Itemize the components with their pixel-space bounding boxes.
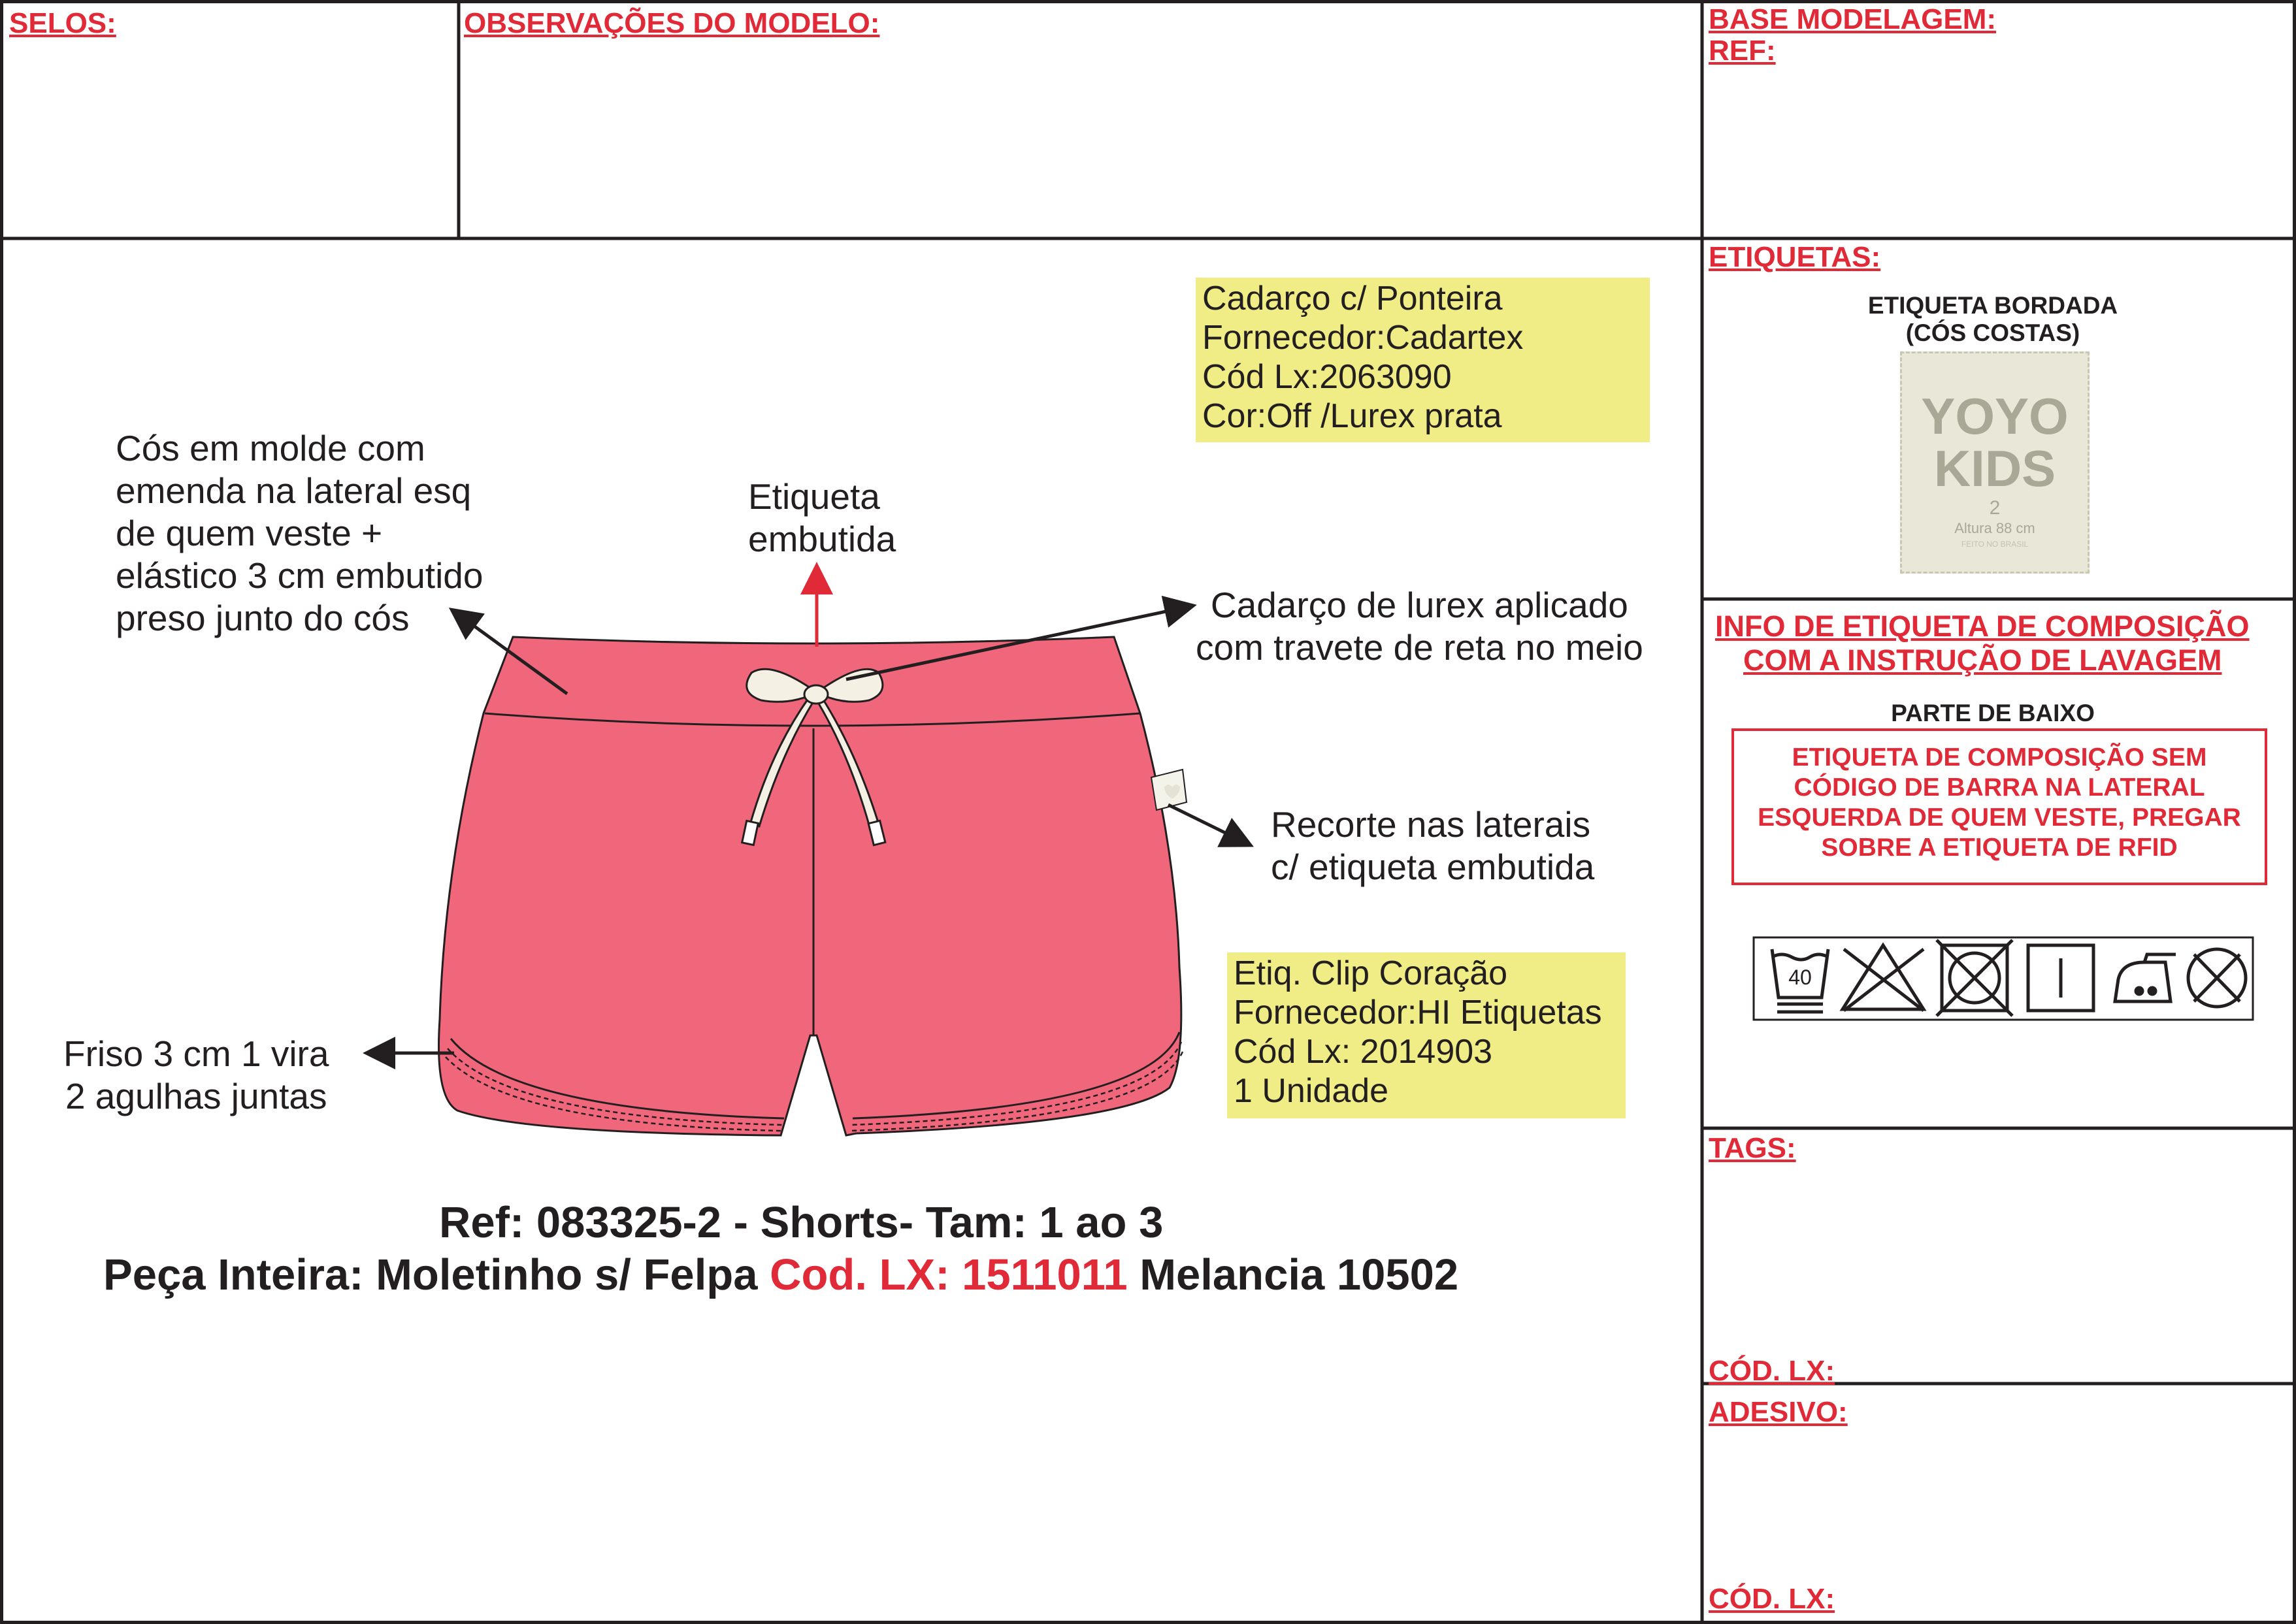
ref-header: REF: — [1709, 35, 1776, 67]
label-title-1: ETIQUETA BORDADA — [1867, 292, 2118, 319]
fabric-code: Cod. LX: 1511011 — [770, 1250, 1128, 1299]
woven-label-height: Altura 88 cm — [1954, 520, 2035, 536]
info-composicao-header-2: COM A INSTRUÇÃO DE LAVAGEM — [1743, 643, 2222, 677]
parte-de-baixo-label: PARTE DE BAIXO — [1891, 700, 2095, 726]
cadarco-lurex-line-1: Cadarço de lurex aplicado — [1210, 585, 1628, 625]
tags-header: TAGS: — [1709, 1132, 1796, 1164]
composition-instruction-box — [1731, 728, 2267, 885]
cadarco-lurex-line-2: com travete de reta no meio — [1196, 627, 1643, 668]
clip-line-4: 1 Unidade — [1234, 1072, 1389, 1110]
label-title-2: (CÓS COSTAS) — [1905, 319, 2080, 346]
product-fabric-title — [103, 1250, 1458, 1300]
etiquetas-header: ETIQUETAS: — [1709, 241, 1881, 273]
etiqueta-line-1: Etiqueta — [748, 476, 880, 517]
friso-line-1: Friso 3 cm 1 vira — [63, 1033, 329, 1074]
clip-line-1: Etiq. Clip Coração — [1234, 954, 1508, 992]
woven-label-image — [1900, 351, 2090, 574]
clip-line-2: Fornecedor:HI Etiquetas — [1234, 994, 1602, 1031]
product-reference-title: Ref: 083325-2 - Shorts- Tam: 1 ao 3 — [439, 1198, 1164, 1247]
info-composicao-header-1: INFO DE ETIQUETA DE COMPOSIÇÃO — [1715, 609, 2250, 643]
friso-line-2: 2 agulhas juntas — [65, 1076, 327, 1116]
etiqueta-line-2: embutida — [748, 519, 896, 559]
fabric-color: Melancia 10502 — [1127, 1250, 1459, 1299]
cos-line-3: de quem veste + — [116, 513, 383, 553]
cadarco-line-2: Fornecedor:Cadartex — [1202, 319, 1524, 357]
composition-line-2: CÓDIGO DE BARRA NA LATERAL — [1794, 773, 2205, 802]
cadarco-line-1: Cadarço c/ Ponteira — [1202, 280, 1503, 317]
composition-line-3: ESQUERDA DE QUEM VESTE, PREGAR — [1758, 804, 2241, 832]
woven-label-made-in: FEITO NO BRASIL — [1961, 540, 2029, 549]
base-modelagem-header: BASE MODELAGEM: — [1709, 3, 1996, 35]
cos-line-2: emenda na lateral esq — [116, 470, 472, 511]
composition-line-4: SOBRE A ETIQUETA DE RFID — [1821, 834, 2178, 862]
cod-lx-header-1: CÓD. LX: — [1709, 1355, 1835, 1387]
woven-label-size: 2 — [1989, 497, 2001, 519]
cod-lx-header-2: CÓD. LX: — [1709, 1583, 1835, 1615]
cadarco-line-4: Cor:Off /Lurex prata — [1202, 397, 1502, 435]
composition-line-1: ETIQUETA DE COMPOSIÇÃO SEM — [1792, 743, 2207, 771]
observacoes-header: OBSERVAÇÕES DO MODELO: — [464, 7, 880, 39]
recorte-line-2: c/ etiqueta embutida — [1271, 847, 1595, 887]
recorte-line-1: Recorte nas laterais — [1271, 804, 1591, 845]
recorte-arrow — [1168, 805, 1248, 844]
shorts-body — [439, 637, 1181, 1135]
cos-line-4: elástico 3 cm embutido — [116, 555, 484, 596]
adesivo-header: ADESIVO: — [1709, 1396, 1848, 1428]
cadarco-line-3: Cód Lx:2063090 — [1202, 358, 1452, 396]
woven-label-logo-1: YOYO — [1921, 387, 2069, 445]
woven-label-logo-2: KIDS — [1933, 440, 2056, 497]
care-symbols-strip — [1752, 936, 2255, 1022]
svg-text:40: 40 — [1788, 966, 1812, 989]
selos-header: SELOS: — [9, 7, 116, 39]
clip-line-3: Cód Lx: 2014903 — [1234, 1033, 1493, 1071]
fabric-description: Peça Inteira: Moletinho s/ Felpa — [103, 1250, 770, 1299]
cos-line-1: Cós em molde com — [116, 428, 425, 468]
cos-line-5: preso junto do cós — [116, 598, 410, 638]
